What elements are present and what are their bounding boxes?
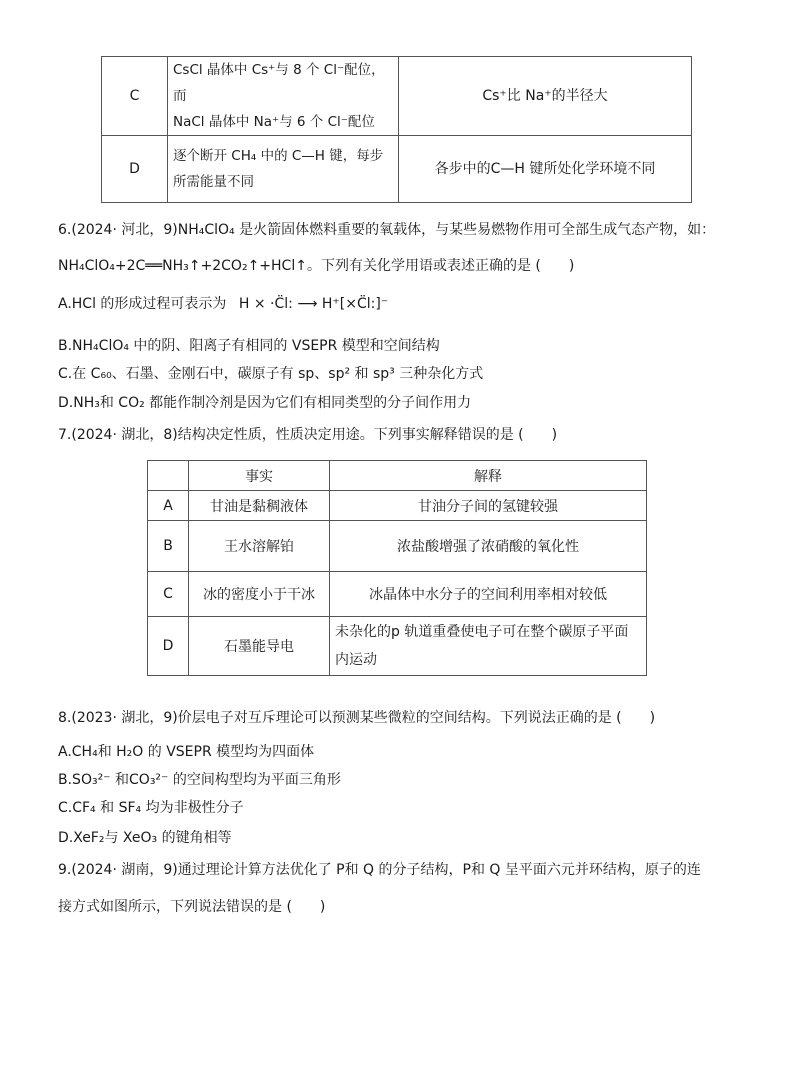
row-key: D: [148, 617, 189, 676]
q9-stem-line1: 9.(2024· 湖南，9)通过理论计算方法优化了 P和 Q 的分子结构，P和 Q 呈平面六元并环结构，原子的连: [58, 862, 701, 878]
header-blank: [148, 461, 189, 491]
row-fact: 甘油是黏稠液体: [189, 491, 330, 521]
q6-option-c: C.在 C₆₀、石墨、金刚石中，碳原子有 sp、sp² 和 sp³ 三种杂化方式: [58, 366, 484, 382]
q9-stem-line2: 接方式如图所示，下列说法错误的是 ( ): [58, 899, 326, 915]
q8-option-a: A.CH₄和 H₂O 的 VSEPR 模型均为四面体: [58, 744, 315, 760]
row-explanation: [330, 617, 647, 676]
row-key: D: [102, 136, 168, 203]
statement-line: NaCl 晶体中 Na⁺与 6 个 Cl⁻配位: [173, 114, 375, 130]
statement-line: 逐个断开 CH₄ 中的 C—H 键，每步: [173, 148, 384, 164]
q6-option-b: B.NH₄ClO₄ 中的阴、阳离子有相同的 VSEPR 模型和空间结构: [58, 338, 440, 354]
table-row: [148, 572, 647, 617]
row-explanation: 甘油分子间的氢键较强: [330, 491, 647, 521]
explanation-line: 内运动: [335, 652, 377, 668]
lewis-formula: H × ·C̈l: ⟶ H⁺[×C̈l:]⁻: [238, 296, 389, 312]
row-fact: 石墨能导电: [189, 617, 330, 676]
q8-option-d: D.XeF₂与 XeO₃ 的键角相等: [58, 830, 232, 846]
table-row: [148, 491, 647, 521]
row-explanation: 浓盐酸增强了浓硝酸的氧化性: [330, 521, 647, 572]
row-statement: [168, 136, 399, 203]
table-row: [148, 521, 647, 572]
q6-stem-line2: NH₄ClO₄+2C══NH₃↑+2CO₂↑+HCl↑。下列有关化学用语或表述正确的是 ( ): [58, 258, 575, 274]
row-statement: [168, 57, 399, 136]
q7-stem: 7.(2024· 湖北，8)结构决定性质，性质决定用途。下列事实解释错误的是 ( ): [58, 427, 558, 443]
statement-line: CsCl 晶体中 Cs⁺与 8 个 Cl⁻配位，而: [173, 62, 385, 104]
q8-option-c: C.CF₄ 和 SF₄ 均为非极性分子: [58, 800, 244, 816]
row-explanation: 冰晶体中水分子的空间利用率相对较低: [330, 572, 647, 617]
statement-line: 所需能量不同: [173, 174, 254, 190]
table-q7: [147, 460, 647, 676]
row-explanation: 各步中的C—H 键所处化学环境不同: [399, 136, 692, 203]
q6-stem-line1: 6.(2024· 河北，9)NH₄ClO₄ 是火箭固体燃料重要的氧载体，与某些易燃物作用可全部生成气态产物，如：: [58, 222, 716, 238]
table-row: [102, 136, 692, 203]
q6-option-d: D.NH₃和 CO₂ 都能作制冷剂是因为它们有相同类型的分子间作用力: [58, 395, 472, 411]
table-q5-continued: [101, 56, 692, 203]
table-row: [102, 57, 692, 136]
q8-stem: 8.(2023· 湖北，9)价层电子对互斥理论可以预测某些微粒的空间结构。下列说法正确的是 ( ): [58, 710, 656, 726]
explanation-line: 未杂化的p 轨道重叠使电子可在整个碳原子平面: [335, 624, 629, 640]
option-a-text: A.HCl 的形成过程可表示为: [58, 296, 227, 312]
row-key: B: [148, 521, 189, 572]
row-key: A: [148, 491, 189, 521]
q8-option-b: B.SO₃²⁻ 和CO₃²⁻ 的空间构型均为平面三角形: [58, 772, 341, 788]
header-explanation: 解释: [330, 461, 647, 491]
row-explanation: Cs⁺比 Na⁺的半径大: [399, 57, 692, 136]
header-fact: 事实: [189, 461, 330, 491]
table-row: [148, 617, 647, 676]
row-key: C: [148, 572, 189, 617]
row-fact: 王水溶解铂: [189, 521, 330, 572]
row-fact: 冰的密度小于干冰: [189, 572, 330, 617]
table-header-row: [148, 461, 647, 491]
q6-option-a: [58, 294, 388, 314]
row-key: C: [102, 57, 168, 136]
